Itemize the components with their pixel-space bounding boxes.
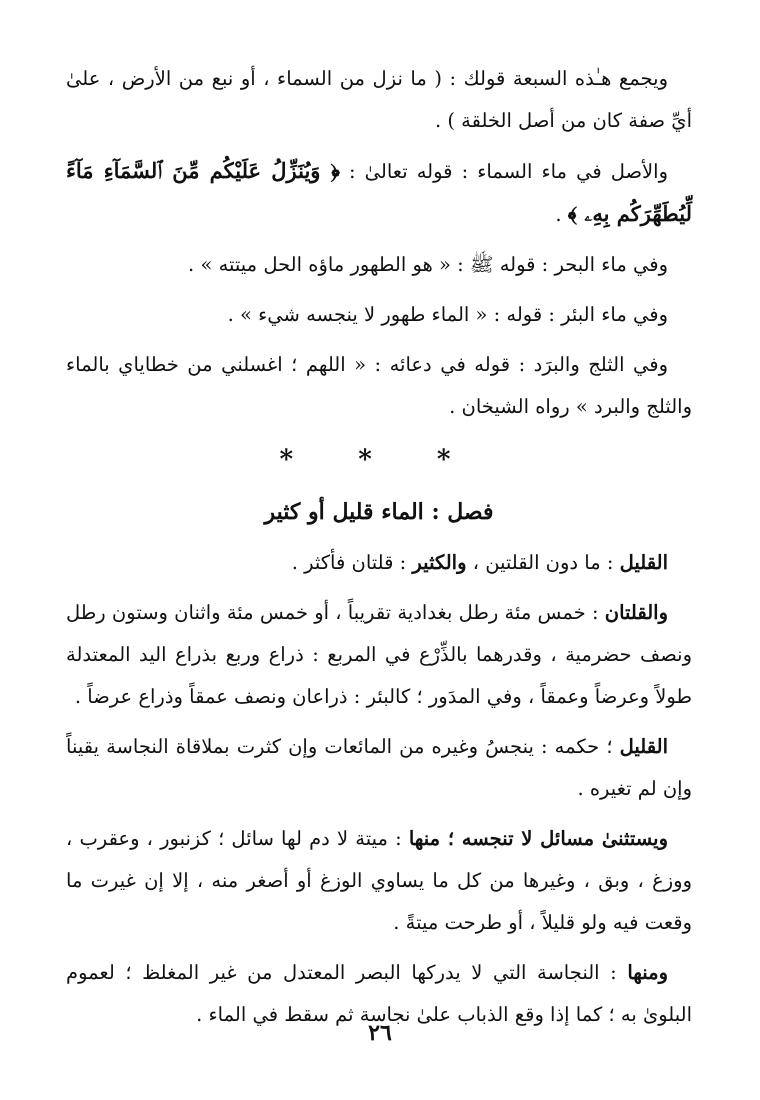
- qullatan-definition: : خمس مئة رطل بغدادية تقريباً ، أو خمس مئة واثنان وستون رطل ونصف حضرمية ، وقدرهما بالذِّرْع في المربع : ذراع وربع بذراع اليد المعتدلة طولاً وعرضاً وعمقاً ، وفي المدَور ؛ كالبئر : ذراعان ونصف عمقاً وذراع عرضاً .: [66, 601, 692, 708]
- paragraph-exceptions: [66, 818, 692, 944]
- quran-verse: ﴿ وَيُنَزِّلُ عَلَيْكُم مِّنَ ٱلسَّمَآءِ مَآءً لِّيُطَهِّرَكُم بِهِۦ ﴾: [66, 158, 692, 226]
- section-title: فصل : الماء قليل أو كثير: [264, 499, 494, 525]
- page-number: ٢٦: [368, 1020, 392, 1046]
- paragraph-little-ruling: [66, 726, 692, 810]
- rain-water-end: .: [555, 203, 568, 226]
- paragraph-little-and-much: [66, 542, 692, 584]
- term-qullatan: والقلتان: [604, 601, 668, 624]
- term-little: القليل: [619, 551, 668, 574]
- paragraph-sea-water: وفي ماء البحر : قوله ﷺ : « هو الطهور ماؤه الحل ميتته » .: [188, 253, 668, 276]
- little-definition: : ما دون القلتين ،: [466, 551, 620, 574]
- rain-water-lead: والأصل في ماء السماء : قوله تعالىٰ :: [339, 160, 669, 183]
- term-among-them: ومنها: [627, 961, 668, 984]
- paragraph-snow-hail: وفي الثلج والبرَد : قوله في دعائه : « اللهم ؛ اغسلني من خطاياي بالماء والثلج والبرد » رواه الشيخان .: [66, 353, 692, 418]
- exceptions-text: : ميتة لا دم لها سائل ؛ كزنبور ، وعقرب ، ووزغ ، وبق ، وغيرها من كل ما يساوي الوزغ أو أصغر منه ، إلا إن غيرت ما وقعت فيه ولو قليلاً ، أو طرحت ميتةً .: [66, 827, 692, 934]
- much-definition: : قلتان فأكثر .: [291, 551, 413, 574]
- term-little-ruling: القليل: [619, 735, 668, 758]
- paragraph-qullatan: [66, 592, 692, 718]
- paragraph-well-water: وفي ماء البئر : قوله : « الماء طهور لا ينجسه شيء » .: [227, 303, 668, 326]
- term-much: والكثير: [412, 551, 467, 574]
- little-ruling-text: ؛ حكمه : ينجسُ وغيره من المائعات وإن كثرت بملاقاة النجاسة يقيناً وإن لم تغيره .: [66, 735, 692, 800]
- section-separator-stars: * * *: [279, 445, 479, 475]
- paragraph-rain-water: [66, 150, 692, 236]
- invisible-impurity-text: : النجاسة التي لا يدركها البصر المعتدل من غير المغلظ ؛ لعموم البلوىٰ به ؛ كما إذا وقع الذباب علىٰ نجاسة ثم سقط في الماء .: [66, 961, 692, 1026]
- term-exceptions: ويستثنىٰ مسائل لا تنجسه ؛ منها: [408, 827, 668, 850]
- paragraph-seven-waters-summary: ويجمع هـٰذه السبعة قولك : ( ما نزل من السماء ، أو نبع من الأرض ، علىٰ أيِّ صفة كان من أصل الخلقة ) .: [66, 67, 692, 132]
- page-body: [66, 58, 692, 1044]
